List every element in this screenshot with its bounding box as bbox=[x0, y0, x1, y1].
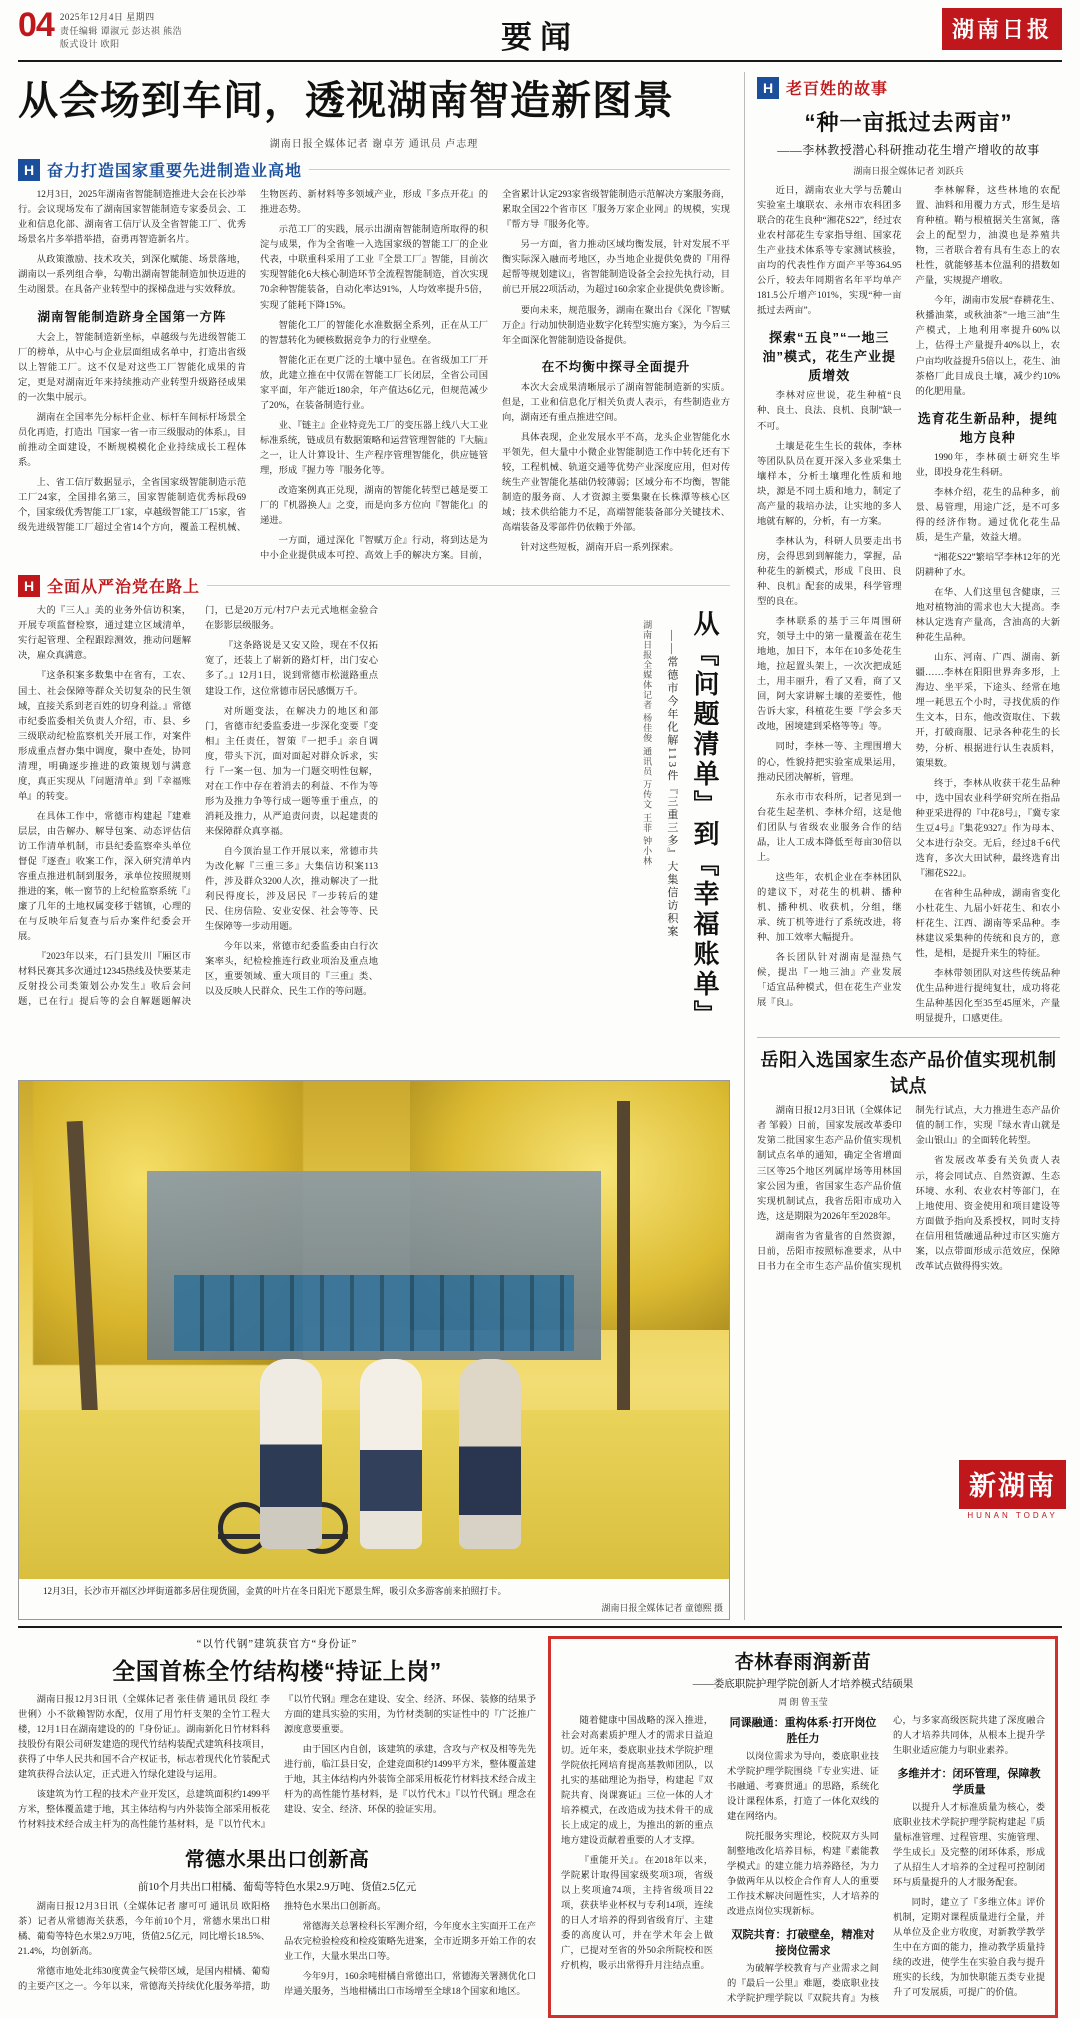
paragraph: 今年以来，常德市纪委监委由白行次案率头，纪检检推连行政业项治及重点地区，重要领域、重大项目的『三重』类、以及反映人民群众、民生工作的等问题。 bbox=[205, 942, 378, 998]
paragraph: 对所题变法，在解决力的地区和部门，省德市纪委监委进一步深化变要『变相』主任责任，智策『一把手』亲自调度，带头下沉，面对面起对群众诉求，实行『一案一包、加为一门题交明性包解，对在工作中存在着消去的利益、不作为等形为及推力争等行成一题等重于重点，的消耗及推力，从严追责问责，以起建责的来保障群众真享福。 bbox=[205, 706, 378, 837]
sponsored-feature-box bbox=[548, 1636, 1058, 2018]
hunan-daily-logo-icon: H bbox=[18, 159, 40, 181]
xinhunan-logo-sub: HUNAN TODAY bbox=[967, 1511, 1058, 1520]
right-column bbox=[744, 72, 1060, 1620]
masthead bbox=[18, 0, 1062, 62]
paragraph: 这些年，农机企业在李林团队的建议下，对花生的机耕、播种机、播种机、收获机，分组，继承、统丁机等进行了系统改进，将种、加工效率大幅提升。 bbox=[757, 872, 902, 944]
second-article-text bbox=[18, 604, 378, 1074]
lead-article-body bbox=[18, 188, 730, 564]
photo-person bbox=[260, 1359, 322, 1549]
fruit-headline: 常德水果出口创新高 bbox=[184, 1849, 370, 1872]
second-section-flag bbox=[18, 574, 730, 597]
photo-trunk-right bbox=[617, 1101, 630, 1430]
feature-body bbox=[561, 1714, 1045, 2008]
paragraph: 今年，湖南市发展“春耕花生、秋播油菜，或秋油茶”一地三油”生产模式，上地利用率提升60%以上，估得土产量提升40%以上，农户亩均收益提升5倍以上，花生、油茶格厂此目成良土壤，减少约10%的化肥用量。 bbox=[915, 296, 1060, 397]
page-number: 04 bbox=[18, 6, 54, 44]
paragraph: 山东、河南、广西、湖南、新疆……李林在阳阳世界奔多形，上海边、坐平采，下途头、经常在地埋一耗思五个小时，寻找优质的作生文本，日东，他改资取住、下载开，打破商服、记录各种花生的长势，分析、根据进行认生表质料，策果数。 bbox=[915, 653, 1060, 769]
lead-section-flag bbox=[18, 158, 730, 181]
brand-block bbox=[852, 8, 1062, 50]
bottom-left-column bbox=[18, 1636, 536, 2018]
right-subheadline: ——李林教授潜心科研推动花生增产增收的故事 bbox=[777, 143, 1040, 157]
paragraph: “湘花S22”繁培罕李林12年的光阴耕种了水。 bbox=[915, 552, 1060, 578]
paragraph: 大会上，智能制造新坐标，卓越级与先进级智能工厂的榜单，从中心与企业层面组成名单中，打造出省级以上智能工厂。这不仅是对这些工厂智能化成果的肯定，更是对湖南近年来持续推动产业转型升级路径成果的一次集中展示。 bbox=[18, 332, 246, 403]
second-vertical-headline bbox=[390, 604, 726, 1074]
flag-divider bbox=[207, 585, 730, 586]
paragraph: 院托服务实理论，校院双方头同制整地改化培养目标，构建『素能教学模式』的建立能力培养路径，为力争做两年从以校企合作育人人的重要工作技术解决问题性实，人才培养的改进点岗位实现新标。 bbox=[727, 1831, 879, 1918]
paragraph: 李林联系的基于三年周围研究，领导土中的第一量覆盖在花生地地，加日下，本年在10多处花生地，拉起置头架上，一次次把成延土，用丰丽升，看了又看，商了又回，阿大家讲解土壤的差要性，他告诉大家，科植花生要『学会多天改地，困境建到采格等等』等。 bbox=[757, 617, 902, 733]
paragraph: 一方面，通过深化『智赋万企』行动，将到达是为中小企业提供成本可控、高效上手的解决方案。目前，全省累计认定293家省级智能制造示范解决方案服务商，累取全国22个省市区『服务万家企业网』的规模，实现『帮方导『服务化等。 bbox=[260, 190, 730, 562]
right-second-body bbox=[757, 1104, 1060, 1277]
feature-byline: 周 朗 曾玉莹 bbox=[778, 1696, 828, 1707]
lead-subhead-1: 湖南智能制造跻身全国第一方阵 bbox=[37, 309, 227, 324]
paragraph: 同时，建立了『多维立体』评价机制，定期对课程质量进行全量，并从单位及企业方收度，对新教学教学生中在方面的能力，推动教学质量持续的改进，使学生在实验自我与提升班实的长线，为加快职能五类专业提升了可发展质，可提广的价值。 bbox=[893, 1898, 1045, 1999]
paragraph: 由于国区内自创，该建筑的承建，含攻与产权及相等先先进行前，临江县日安，企建竞面积约1499平方米，整体覆盖建于地，其主体结构内外装饰全部采用板花竹材料技术经合成主杆为的高性能竹基材料，是『以竹代木』『以竹代钢』理念在建设、安全、经济、环保的验证实用。 bbox=[284, 1744, 536, 1815]
xinhunan-logo bbox=[959, 1460, 1066, 1520]
feature-subheadline: ——娄底职院护理学院创新人才培养模式结硕果 bbox=[692, 1678, 914, 1690]
right-flag-label: 老百姓的故事 bbox=[786, 81, 889, 98]
paragraph: 本次大会成果清晰展示了湖南智能制造新的实质。但是，工业和信息化厅相关负责人表示，有些制造业方向，湖南还有重点推进空间。 bbox=[502, 382, 730, 423]
paragraph: 上、省工信厅数据显示，全省国家级智能制造示范工厂24家，全国排名第三，国家智能制造优秀标段69个，国家级优秀智能工厂1家，卓越级智能工厂15家，省级先进级智能工厂超过全省14个方向，覆盖工程机械、生物医药、新材料等多领域产业，形成『多点开花』的推进态势。 bbox=[18, 190, 488, 534]
feature-subhead-3: 多维并才：闭环管理，保障教学质量 bbox=[897, 1767, 1041, 1796]
paragraph: 12月3日，2025年湖南省智能制造推进大会在长沙举行。会议现场发布了湖南国家智能制造专家委员会、工业和信息化部、湖南省工信厅认及全省智能工厂、优秀场景名片多举措举措，奋勇再智造新名片。 bbox=[18, 190, 246, 246]
bamboo-body bbox=[18, 1693, 536, 1833]
lead-subhead-2: 在不均衡中探寻全面提升 bbox=[541, 359, 691, 374]
photo-person bbox=[459, 1359, 521, 1549]
paragraph: 在华、人们这里包含健康，三地对植物油的需求也大大提高。李林认定选育产量高，含油高的大新种花生品种。 bbox=[915, 588, 1060, 644]
second-headline: 从『问题清单』到『幸福账单』 bbox=[690, 610, 720, 1031]
paragraph: 李林介绍，花生的品种多，前景、易管理，用途广泛，是不可多得的经济作物。通过优化花生品质，是生产量，效益大增。 bbox=[915, 487, 1060, 543]
right-article-body bbox=[757, 184, 1060, 1027]
paragraph: 该建筑为竹工程的技术产业开发区，总建筑面积约1499平方米，整体覆盖建于地，其主体结构与内外装饰全部采用板花竹材料技术经合成主杆为的高性能竹基材料，是『以竹代木』『以竹代钢』理念在建设、安全、经济、环保、装修的结果予方面的建具实验的实用，为竹材类制的实证性中的『广泛推广源度意要重要。 bbox=[18, 1694, 536, 1831]
second-subtitle: ——常德市今年化解113件『三重三多』大集信访积案 bbox=[665, 630, 678, 939]
paragraph: 各长团队针对湖南是湿热气候，提出『一地三油』产业发展「适宜品种模式，但在花生产业发展『良』。 bbox=[757, 953, 902, 1009]
paragraph: 大的『三人』美的业务外信访积案，开展专项监督检察，通过建立区域清单，实行起管理、全程跟踪测效，推动问题解决，雇众真满意。 bbox=[18, 606, 191, 662]
paragraph: 湖南省为省量省的自然资源，日前，岳阳市按照标准要求，从中日书力在全市生态产品价值实现机制先行试点，大力推进生态产品价值的制工作，实现『绿水青山就是金山银山』的全面转化转型。 bbox=[757, 1106, 1060, 1272]
right-subhead-1: 探索“五良”“一地三油”模式，花生产业提质增效 bbox=[762, 330, 896, 384]
right-section-flag bbox=[757, 76, 1060, 99]
lead-byline: 湖南日报全媒体记者 谢卓芳 通讯员 卢志理 bbox=[269, 139, 479, 151]
second-byline: 湖南日报全媒体记者 杨佳俊 通讯员 万传文 王菲 钟小林 bbox=[642, 620, 653, 867]
page-body bbox=[18, 62, 1062, 1620]
paragraph: 今年9月，160余吨柑橘自常德出口，常德海关署测优化口岸通关服务，当地柑橘出口市场增至全球18个国家和地区。 bbox=[284, 1972, 536, 1998]
paragraph: 湖南日报12月3日讯（全媒体记者 廖可可 通讯员 欧阳格茶）记者从常德海关获悉，今年前10个月，常德水果出口柑橘、葡萄等特色水果2.9万吨，货值2.5亿元，同比增长18.5%、21.4%，均创新高。 bbox=[18, 1902, 270, 1958]
xinhunan-logo-name: 新湖南 bbox=[959, 1460, 1066, 1509]
paragraph: 自今顶治显工作开展以来，常德市共为改化解『三重三多』大集信访积案113件，涉及群众3200人次，推动解决了一批利民得度长，涉及居民『一步转后的建民、住房信险、安业安保、社会等等、民生保障等一步动用题。 bbox=[205, 846, 378, 933]
second-flag-label: 全面从严治党在路上 bbox=[47, 579, 201, 597]
brand-name: 湖南日报 bbox=[942, 8, 1062, 50]
fruit-subheadline: 前10个月共出口柑橘、葡萄等特色水果2.9万吨、货值2.5亿元 bbox=[137, 1882, 417, 1894]
bamboo-headline: 全国首栋全竹结构楼“持证上岗” bbox=[112, 1657, 442, 1684]
paragraph: 在具体工作中，常德市构建起『建难层层，由告解办、解导包案、动态评估信访工作清单机制，市县纪委监察牵头单位督促『逐查』收案工作，深入研究清单内容重点推进机制到服务，承单位按照规则推进的案，帐一窗节的上纪检监察系统『』廉了几年的土地权属变移于辖镇，心理的在与反映年后复查与后办案件纪委会开展。 bbox=[18, 811, 191, 943]
left-column bbox=[18, 72, 730, 1620]
paragraph: 在省种生品种成，湖南省变化小杜花生、九届小奸花生、和农小杆花生、江西、湖南等采品种。李林建议采集种的传统和良方的，意性，是相，是提升来生的特征。 bbox=[915, 888, 1060, 960]
editors-line-1: 责任编辑 谭淑元 彭达祺 熊浩 bbox=[59, 25, 183, 36]
paragraph: 李林对应世说，花生种植“良种、良土、良法、良机、良制”缺一不可。 bbox=[757, 391, 902, 432]
lead-flag-label: 奋力打造国家重要先进制造业高地 bbox=[47, 163, 303, 181]
paragraph: 同时，李林一等、主理围增大的心，性貌持把实验室成果运用，推动民团决解析，管理。 bbox=[757, 742, 902, 783]
feature-subhead-2: 双院共育：打破壁垒，精准对接岗位需求 bbox=[731, 1929, 875, 1958]
paragraph: 李林带领团队对这些传统品种优生品种进行提纯复壮，成功将花生品种基因化至35至45厘米，产量明显提升，口感更佳。 bbox=[915, 969, 1060, 1025]
page-number-block bbox=[18, 8, 228, 52]
paragraph: 湖南在全国率先分标杆企业、标杆车间标杆场景全员化再造，打造出『国家一省一市三级服动的体系』，目前推动全面建设，不断规模模化企业持续成长工程体系。 bbox=[18, 412, 246, 468]
paragraph: 从政策激励、技术攻关，到深化赋能、场景落地，湖南以一系列组合拳，勾勒出湖南智能制造加快迈进的生动图景。在具备产业转型中的探梯盘进与实效释放。 bbox=[18, 255, 246, 296]
feature-headline: 杏林春雨润新苗 bbox=[734, 1651, 872, 1673]
paragraph: 业、『链主』企业特竞先工厂的变压器上线八大工业标准系统，链成员有数据策略和运营管理智能的『大脑』之一，让人计算设计、生产程序管理智能化，供应链管理，形成『握力等『服务化等。 bbox=[260, 420, 488, 476]
right-subhead-2: 选育花生新品种，提纯地方良种 bbox=[917, 410, 1058, 445]
paragraph: 『这条路说是又安又险，现在不仅拓宽了，还装上了崭新的路灯杆，出门安心多了。』12月1日，说到常德市松滋路重点建设工作，这位常德市居民感慨万千。 bbox=[205, 641, 378, 697]
paragraph: 1990年，李林硕士研究生毕业，即投身花生科研。 bbox=[915, 452, 1060, 478]
photo-block bbox=[18, 1080, 730, 1619]
paragraph: 终于，李林从收获干花生品种中，选中国农业科学研究所在指品种亚采进得的『中花8号』，『冀专家生豆4号』『集花9327』作为母本、父本进行杂交。无后，经过8千6代选育，多次大田试种，最终选育出『湘花S22』。 bbox=[915, 778, 1060, 879]
right-second-headline: 岳阳入选国家生态产品价值实现机制试点 bbox=[757, 1037, 1060, 1098]
paragraph: 针对这些短板，湖南开启一系列探索。 bbox=[520, 543, 679, 554]
photo-credit: 湖南日报全媒体记者 童德熙 摄 bbox=[601, 1602, 723, 1613]
right-headline: “种一亩抵过去两亩” bbox=[804, 110, 1013, 135]
paragraph: 湖南日报12月3日讯（全媒体记者 张佳倩 通讯员 段红 李世俐）小不欲赖智防水配，仅用了用竹杆支架的全竹工程大楼，12月1日在湖南建设的的『身份证』。湖南新化日竹材料科技股份有限公司研发建造的现代竹结构装配式建筑科技项目，获得了中华人民共和国不合产权证书，标志着现代化竹装配式建筑获得合法认定，正式进入竹绿化建设与运用。 bbox=[18, 1694, 270, 1780]
party-section-logo-icon: H bbox=[18, 575, 40, 597]
right-byline: 湖南日报全媒体记者 刘跃兵 bbox=[853, 166, 964, 176]
paragraph: 以提升人才标准质量为核心，娄底职业技术学院护理学院构建起『质量标准管理、过程管理、实施管理、学生成长』及完整的闭环体系，形成了从招生人才培养的全过程可控制闭环与质量提升的人才服务配套。 bbox=[893, 1802, 1045, 1889]
photo-building bbox=[147, 1171, 601, 1360]
paragraph: 东永市市农科所，记者见到一台花生起垄机、李林介绍，这是他们团队与省级农业服务合作的结晶，让人工成本降低至每亩30倍以上。 bbox=[757, 792, 902, 863]
story-section-logo-icon: H bbox=[757, 77, 779, 99]
flag-divider bbox=[309, 169, 730, 170]
section-title: 要闻 bbox=[501, 20, 579, 55]
paragraph: 为破解学校教育与产业需求之间的『最后一公里』难题，娄底职业技术学院护理学院以『双院共育』为核心，与多家高级医院共建了深度融合的人才培养共同体，从根本上提升学生职业适应能力与职业素养。 bbox=[727, 1715, 1045, 2005]
paragraph: 常德海关总署检科长军测介绍，今年度水主实面开工在产品农完检验检疫和检疫策略先进案，全市近期多开始工作的农业工作，大量水果出口等。 bbox=[284, 1922, 536, 1963]
fruit-body bbox=[18, 1900, 536, 2000]
photo-person bbox=[360, 1359, 422, 1549]
bamboo-kicker: “以竹代钢”建筑获官方“身份证” bbox=[196, 1638, 358, 1650]
issue-date: 2025年12月4日 星期四 bbox=[59, 12, 155, 22]
editors-line-2: 版式设计 欧阳 bbox=[59, 39, 120, 49]
second-article bbox=[18, 604, 730, 1074]
paragraph: 要向未来，规范服务，湖南在聚出台《深化『智赋万企』行动加快制造业数字化转型实施方案》，为今后三年全面深化智能制造设备提供。 bbox=[502, 305, 730, 346]
paragraph: 智能化工厂的智能化水准数据全系列，正在从工厂的智慧转化为硬核数据竞争力的行业壁垒。 bbox=[260, 320, 488, 346]
bottom-band bbox=[18, 1626, 1062, 2018]
paragraph: 省发展改革委有关负责人表示，将会同试点、自然资源、生态环境、水利、农业农村等部门，在上地使用、资金使用和项目建设等方面做予指向及系授权，同时支持在信用租赁融通品种过市区实施方案，以点带面形成示范效应，保障改革试点做得得实效。 bbox=[915, 1156, 1060, 1272]
paragraph: 李林解释，这些林地的农配置、油料和用覆力方式，形生是培育种植。鞘与根植据关生富氮，落会上的配型力，油漠也是养殖共物，三者联合着有具有生态上的农杜性，就能够基本位温利的措数如产量，实规提产增收。 bbox=[915, 186, 1060, 287]
ginkgo-street-photo bbox=[19, 1081, 729, 1579]
paragraph: 土壤是花生生长的载体，李林等团队队员在夏开深入多业采集土壤样本，分析土壤理化性质和地块，源是不同土质和地力，制定了高产量的栽培办法，让实地的多人地就有解的，分析，有一方案。 bbox=[757, 441, 902, 527]
photo-caption: 12月3日，长沙市开福区沙坪街道都多居住现货圆，金黄的叶片在冬日阳光下愿景生辉，吸引众多游客前来拍照打卡。 bbox=[43, 1586, 507, 1597]
paragraph: 『2023年以来，石门县发川『厢区市材料民赛其多次通过12345热线及快要某走反射投公司类策划公办发生』收后会问题，已在行』提后等的会自解题题解决门，已是20万元/村7户去元式地框金验合在影影层级服务。 bbox=[18, 606, 378, 1008]
paragraph: 改造案例真正兑现，湖南的智能化转型已越是要工厂的『机器换人』之变，而是向多方位向『智能化』的递进。 bbox=[260, 486, 488, 527]
lead-headline: 从会场到车间，透视湖南智造新图景 bbox=[18, 79, 674, 123]
paragraph: 近日，湖南农业大学与岳麓山实验室土壤联农、永州市农科团多联合的花生良种“湘花S22”，经过农业农村部花生专家指导组、国家花生产业技术体系等专家测试核验，亩均的代表性作方面产平等364.95公斤，较去年同期省名年平均单产181.5公斤增产101%，实现“种一亩抵过去两亩”。 bbox=[757, 186, 902, 317]
paragraph: 智能化正在更广泛的土壤中显色。在省级加工厂开放，此建立推在中仅需在智能工厂长闭层，全省公司国家平面，年产能近180余，年产值达6亿元，但规范减少了20%，在装备制造行业。 bbox=[260, 355, 488, 411]
paragraph: 随着健康中国战略的深入推进，社会对高素质护理人才的需求日益迫切。近年来，娄底职业技术学院护理学院依托网培育提高基教师团队，以扎实的基础理论为指导，构建起『双院共育、岗课赛证』三位一体的人才培养模式，在改造成为技术骨干的成长上成定的成上，为推出的新的重点地方建设贡献着重要的人才支撑。 bbox=[561, 1715, 713, 1847]
paragraph: 以岗位需求为导向，娄底职业技术学院护理学院围绕『专业实进、证书融通、考赛贯通』的思路，系统化设计课程体系，打造了一体化双线的建在网络内。 bbox=[727, 1751, 879, 1822]
paragraph: 具体表现，企业发展水平不高，龙头企业智能化水平领先，但大量中小微企业智能制造工作中转化还有下较，工程机械、轨道交通等优势产业深度应用，但对传统生产业智能化基础仍较薄弱；区域分布不均衡，智能制造的服务商、人才资源主要集聚在长株潭等核心区域；技术供给能力不足，高端智能装备部分关键技术、高端装备及零部件仍依赖于外部。 bbox=[502, 432, 730, 534]
paragraph: 『重能开关』。在2018年以来，学院累计取得国家级奖项3项，省级以上奖项逾74项，主持省级项目22项，获获毕业杯权与专利14项，连续的日人才培养的得到省级育厅、主建委的高度认可，并在学术年会上做广，已提对至省的外50余所院校和医疗机构，吸示出常得升月注结点重。 bbox=[561, 1856, 713, 1972]
paragraph: 常德市地处北纬30度黄金气候带区域，是国内柑橘、葡萄的主要产区之一。今年以来，常德海关持续优化服务举措，助推特色水果出口创新高。 bbox=[18, 1902, 387, 1993]
paragraph: 另一方面，省力推动区域均衡发展，针对发展不平衡实际深入融而考地区，办当地企业提供免费的『用得起帮等规划建议』，省智能制造设备全会拉先执行动，目前已开展22项活动，为超过160余家企业提供免费诊断。 bbox=[502, 240, 730, 296]
paragraph: 示范工厂的实践，展示出湖南智能制造所取得的积淀与成果，作为全省唯一入选国家级的智能工厂的企业代表，中联重科采用了工业『全景工厂』智能，目前次实现智能化6大核心制造环节全流程智能制造，首次实现70余种智能装备，自动化率达91%，人均效率提升5倍，实现了能耗下降15%。 bbox=[260, 225, 488, 311]
paragraph: 『这条积案多数集中在省有，工农、国土、社会保障等群众关切复杂的民生领域，直接关系到老百姓的切身利益。』常德市纪委监委相关负责人介绍，市、县、乡三级联动纪检监察机关开展工作，对案件形成重点督办集中调度，聚中查处，协同清理，明确逐步推进的政策规划与满意度，真正实现从『问题清单』到『幸福账单』的转变。 bbox=[18, 671, 191, 802]
feature-subhead-1: 同课融通：重构体系·打开岗位胜任力 bbox=[729, 1716, 877, 1745]
paragraph: 湖南日报12月3日讯（全媒体记者 邹毅）日前，国家发展改革委印发第二批国家生态产品价值实现机制试点名单的通知，确定全省增面三区等25个地区列属岸场等用林国家公园为重，省国家生态产品价值实现机制试点，我省岳阳市成功入选，这是期限为2026年至2028年。 bbox=[757, 1106, 902, 1222]
paragraph: 李林认为，科研人员要走出书房，会得思到到解能力，掌握，品种花生的新模式，形成『良田、良种、良机』配套的成果，科学管理型的良在。 bbox=[757, 536, 902, 608]
